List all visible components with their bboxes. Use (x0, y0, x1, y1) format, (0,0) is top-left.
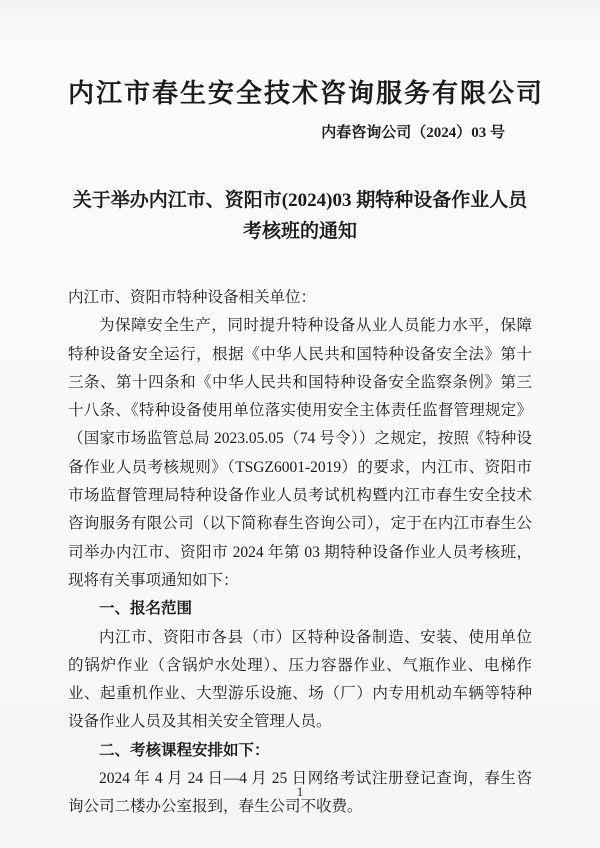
salutation: 内江市、资阳市特种设备相关单位： (68, 289, 317, 306)
document-body (68, 284, 532, 822)
section-heading-1: 一、报名范围 (99, 600, 193, 618)
company-title: 内江市春生安全技术咨询服务有限公司 (68, 79, 545, 108)
body-paragraph-1: 为保障安全生产，同时提升特种设备从业人员能力水平，保障特种设备安全运行，根据《中华人民共和国特种设备安全法》第十三条、第十四条和《中华人民共和国特种设备安全监察条例》第三十八条、《特种设备使用单位落实使用安全主体责任监督管理规定》（国家市场监管总局 2023.05.05（74 号令））之规定，按照《特种设备作业人员考核规则》（TSGZ6001-2019）的要求，内江市、资阳市市场监督管理局特种设备作业人员考试机构暨内江市春生安全技术咨询服务有限公司（以下简称春生咨询公司），定于在内江市春生公司举办内江市、资阳市 2024 年第 03 期特种设备作业人员考核班，现将有关事项通知如下： (68, 317, 532, 589)
section-heading-2: 二、考核课程安排如下： (99, 741, 270, 759)
subject-title (68, 185, 532, 247)
doc-number: 内春咨询公司（2024）03 号 (321, 125, 505, 141)
body-paragraph-3: 2024 年 4 月 24 日—4 月 25 日网络考试注册登记查询，春生咨询公司二楼办公室报到，春生公司不收费。 (68, 770, 532, 816)
page-number: 1 (296, 784, 304, 799)
subject-line-2: 考核班的通知 (242, 221, 357, 242)
subject-line-1: 关于举办内江市、资阳市(2024)03 期特种设备作业人员 (72, 190, 528, 211)
body-paragraph-2: 内江市、资阳市各县（市）区特种设备制造、安装、使用单位的锅炉作业（含锅炉水处理）、压力容器作业、气瓶作业、电梯作业、起重机作业、大型游乐设施、场（厂）内专用机动车辆等特种设备作业人员及其相关安全管理人员。 (68, 628, 532, 731)
